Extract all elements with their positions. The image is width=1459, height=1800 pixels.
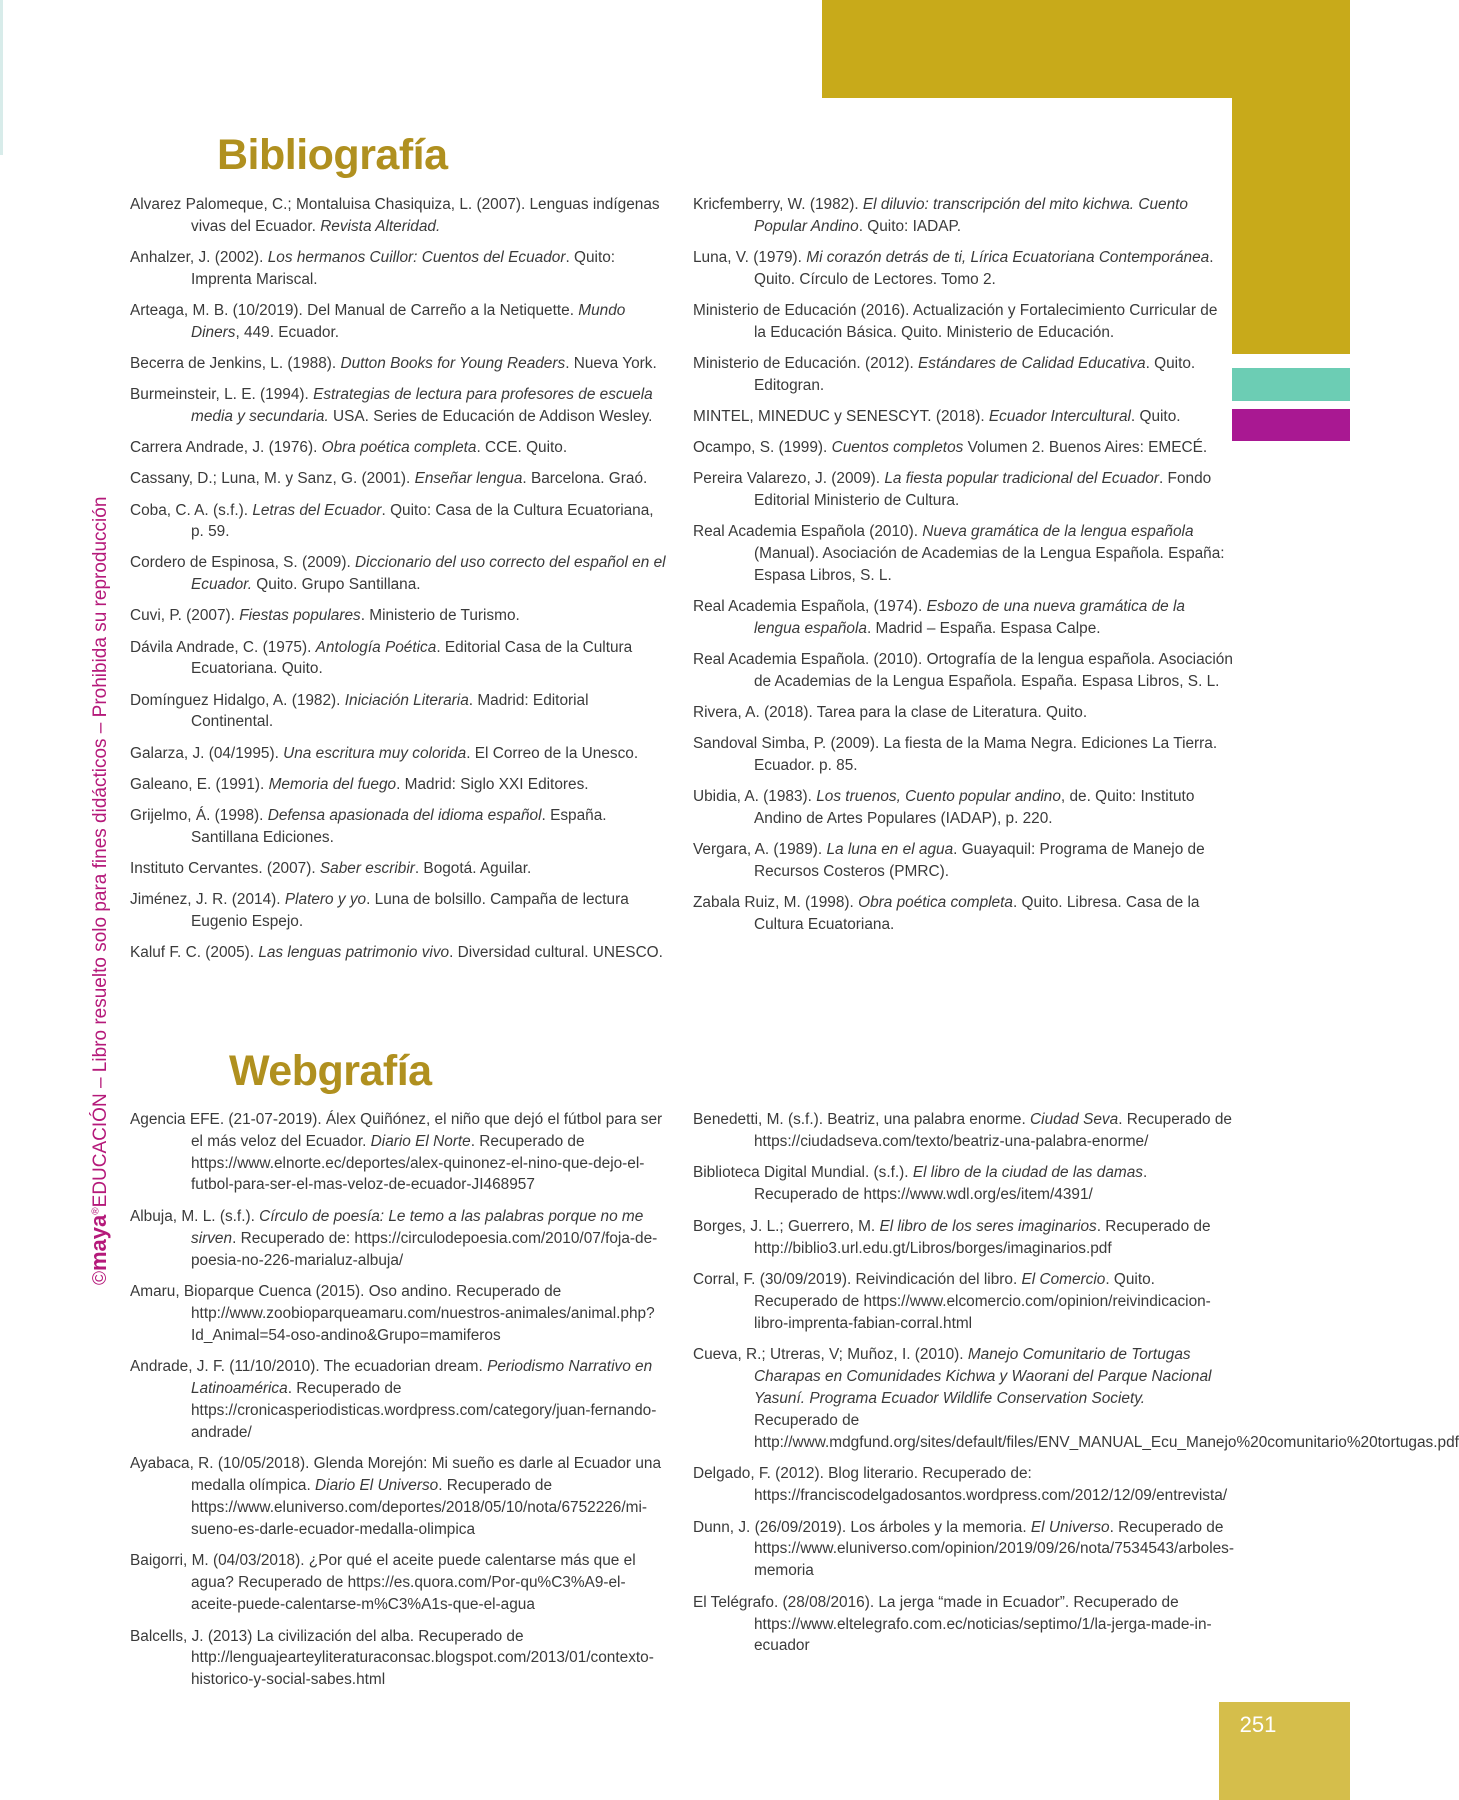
credit-text: EDUCACIÓN – Libro resuelto solo para fines didácticos – Prohibida su reproducción bbox=[90, 496, 111, 1208]
reference-italic-title: El Universo bbox=[1030, 1518, 1110, 1536]
reference-text: MINTEL, MINEDUC y SENESCYT. (2018). bbox=[693, 407, 989, 425]
registered-mark: ® bbox=[90, 1207, 102, 1215]
reference-entry bbox=[693, 839, 1233, 883]
reference-entry bbox=[693, 468, 1233, 512]
reference-italic-title: Obra poética completa bbox=[321, 439, 477, 457]
reference-text: Cuvi, P. (2007). bbox=[130, 607, 240, 625]
reference-text: Coba, C. A. (s.f.). bbox=[130, 501, 253, 519]
reference-entry bbox=[693, 702, 1233, 724]
reference-italic-title: Obra poética completa bbox=[858, 894, 1013, 912]
reference-entry bbox=[693, 300, 1233, 344]
reference-text: . Editorial Casa de la Cultura Ecuatoriana. Quito. bbox=[191, 638, 633, 678]
reference-text: Agencia EFE. (21-07-2019). Álex Quiñónez, el niño que dejó el fútbol para ser el más veloz del Ecuador. bbox=[130, 1111, 663, 1150]
reference-text: Jiménez, J. R. (2014). bbox=[130, 891, 285, 909]
reference-entry bbox=[130, 942, 670, 964]
magenta-chapter-tab bbox=[1232, 409, 1350, 441]
reference-text: Real Academia Española (2010). bbox=[693, 523, 923, 541]
reference-italic-title: La luna en el agua bbox=[826, 841, 954, 859]
reference-text: Becerra de Jenkins, L. (1988). bbox=[130, 354, 341, 372]
reference-entry bbox=[693, 1344, 1459, 1453]
reference-text: Kaluf F. C. (2005). bbox=[130, 944, 259, 962]
reference-text: Cordero de Espinosa, S. (2009). bbox=[130, 554, 355, 572]
reference-italic-title: Defensa apasionada del idioma español bbox=[267, 807, 542, 824]
reference-text: Zabala Ruiz, M. (1998). bbox=[693, 894, 859, 912]
reference-text: Instituto Cervantes. (2007). bbox=[130, 859, 320, 877]
teal-chapter-tab bbox=[1232, 368, 1350, 401]
reference-text: Recuperado de http://www.mdgfund.org/sites/default/files/ENV_MANUAL_Ecu_Manejo%20comunitario%20tortugas.pdf bbox=[754, 1411, 1459, 1451]
reference-italic-title: Una escritura muy colorida bbox=[283, 744, 467, 762]
reference-text: Balcells, J. (2013) La civilización del alba. Recuperado de http://lenguajearteyliteraturaconsac.blogspot.com/2013/01/contexto-historico-y-social-sabes.html bbox=[130, 1627, 654, 1689]
reference-text: Grijelmo, Á. (1998). bbox=[130, 807, 268, 824]
reference-entry bbox=[130, 774, 670, 796]
reference-text: . Nueva York. bbox=[565, 354, 657, 372]
reference-text: (Manual). Asociación de Academias de la Lengua Española. España: Espasa Libros, S. L. bbox=[754, 545, 1225, 584]
reference-entry bbox=[693, 1269, 1233, 1334]
reference-text: . Quito. Recuperado de https://www.elcomercio.com/opinion/reivindicacion-libro-imprenta-fabian-corral.html bbox=[754, 1271, 1211, 1332]
reference-text: Cassany, D.; Luna, M. y Sanz, G. (2001). bbox=[130, 470, 415, 488]
reference-entry bbox=[130, 605, 670, 627]
reference-text: . Recuperado de https://www.eluniverso.com/deportes/2018/05/10/nota/6752226/mi-sueno-es-darle-ecuador-medalla-olimpica bbox=[191, 1477, 648, 1538]
reference-text: . Quito: Casa de la Cultura Ecuatoriana, p. 59. bbox=[191, 501, 654, 541]
reference-italic-title: Platero y yo bbox=[284, 891, 367, 909]
reference-text: Domínguez Hidalgo, A. (1982). bbox=[130, 691, 345, 709]
reference-entry bbox=[130, 690, 670, 734]
reference-text: Borges, J. L.; Guerrero, M. bbox=[693, 1217, 880, 1235]
reference-italic-title: Estrategias de lectura para profesores de escuela media y secundaria. bbox=[191, 386, 653, 425]
reference-text: . Recuperado de https://ciudadseva.com/texto/beatriz-una-palabra-enorme/ bbox=[754, 1111, 1232, 1150]
brand-logo-text: maya bbox=[86, 1214, 111, 1271]
reference-text: . Quito: Imprenta Mariscal. bbox=[191, 248, 616, 288]
reference-entry bbox=[130, 247, 670, 291]
reference-entry bbox=[130, 300, 670, 344]
reference-text: . Recuperado de http://biblio3.url.edu.gt/Libros/borges/imaginarios.pdf bbox=[754, 1217, 1211, 1257]
reference-entry bbox=[130, 1109, 670, 1196]
reference-entry bbox=[693, 1517, 1233, 1582]
reference-entry bbox=[130, 468, 670, 490]
reference-entry bbox=[130, 743, 670, 765]
reference-text: USA. Series de Educación de Addison Wesley. bbox=[328, 407, 653, 425]
reference-entry bbox=[130, 500, 670, 544]
reference-text: Biblioteca Digital Mundial. (s.f.). bbox=[693, 1164, 913, 1182]
reference-italic-title: El diluvio: transcripción del mito kichwa. Cuento Popular Andino bbox=[754, 196, 1188, 235]
reference-italic-title: Diario El Universo bbox=[315, 1477, 439, 1495]
reference-italic-title: Los hermanos Cuillor: Cuentos del Ecuador bbox=[267, 248, 566, 266]
reference-text: Ministerio de Educación. (2012). bbox=[693, 354, 918, 372]
reference-text: . Quito. Editogran. bbox=[754, 354, 1196, 394]
vertical-copyright-credit bbox=[86, 497, 112, 1285]
reference-text: Quito. Grupo Santillana. bbox=[252, 576, 421, 594]
reference-italic-title: El Comercio bbox=[1021, 1271, 1106, 1289]
reference-italic-title: El libro de la ciudad de las damas bbox=[912, 1164, 1143, 1182]
reference-italic-title: Periodismo Narrativo en Latinoamérica bbox=[191, 1358, 653, 1398]
reference-text: Galarza, J. (04/1995). bbox=[130, 744, 284, 762]
reference-italic-title: Estándares de Calidad Educativa bbox=[918, 354, 1146, 372]
reference-entry bbox=[130, 637, 670, 681]
reference-italic-title: Los truenos, Cuento popular andino bbox=[816, 788, 1061, 806]
reference-entry bbox=[130, 353, 670, 375]
reference-text: . Quito. bbox=[1130, 407, 1181, 425]
reference-text: Alvarez Palomeque, C.; Montaluisa Chasiquiza, L. (2007). Lenguas indígenas vivas del Ecuador. bbox=[130, 196, 660, 235]
reference-italic-title: Mundo Diners bbox=[191, 301, 626, 341]
reference-entry bbox=[130, 194, 670, 238]
reference-entry bbox=[130, 1550, 670, 1615]
reference-entry bbox=[693, 1162, 1233, 1206]
reference-text: Delgado, F. (2012). Blog literario. Recuperado de: https://franciscodelgadosantos.wordpress.com/2012/12/09/entrevista/ bbox=[693, 1465, 1228, 1504]
reference-entry bbox=[130, 858, 670, 880]
reference-entry bbox=[130, 805, 670, 849]
reference-text: Kricfemberry, W. (1982). bbox=[693, 196, 863, 213]
reference-entry bbox=[130, 1626, 670, 1691]
reference-entry bbox=[693, 437, 1233, 459]
reference-text: Dunn, J. (26/09/2019). Los árboles y la memoria. bbox=[693, 1518, 1031, 1536]
reference-text: Luna, V. (1979). bbox=[693, 248, 807, 266]
reference-text: . Luna de bolsillo. Campaña de lectura Eugenio Espejo. bbox=[191, 891, 629, 930]
reference-text: Ocampo, S. (1999). bbox=[693, 439, 832, 457]
reference-entry bbox=[693, 1592, 1233, 1657]
reference-entry bbox=[130, 437, 670, 459]
reference-text: Andrade, J. F. (11/10/2010). The ecuadorian dream. bbox=[130, 1358, 488, 1376]
reference-entry bbox=[130, 552, 670, 596]
reference-text: Amaru, Bioparque Cuenca (2015). Oso andino. Recuperado de http://www.zoobioparqueamaru.com/nuestros-animales/animal.php?Id_Animal=54-oso-andino&Grupo=mamiferos bbox=[130, 1283, 655, 1344]
reference-text: . Barcelona. Graó. bbox=[522, 470, 648, 488]
bibliografia-left-column bbox=[130, 194, 670, 973]
reference-text: Galeano, E. (1991). bbox=[130, 775, 269, 793]
reference-entry bbox=[693, 786, 1233, 830]
webgrafia-left-column bbox=[130, 1109, 670, 1701]
reference-italic-title: Saber escribir bbox=[319, 859, 415, 877]
reference-text: El Telégrafo. (28/08/2016). La jerga “made in Ecuador”. Recuperado de https://www.eltelegrafo.com.ec/noticias/septimo/1/la-jerga-made-in-ecuador bbox=[693, 1593, 1212, 1655]
reference-entry bbox=[130, 1281, 670, 1346]
reference-entry bbox=[693, 733, 1233, 777]
bibliografia-right-column bbox=[693, 194, 1233, 945]
reference-entry bbox=[130, 384, 670, 428]
reference-text: . Recuperado de https://www.elnorte.ec/deportes/alex-quinonez-el-nino-que-dejo-el-futbol-para-ser-el-mas-veloz-de-ecuador-JI468957 bbox=[191, 1132, 645, 1194]
copyright-mark: © bbox=[90, 1271, 111, 1285]
reference-text: . Quito: IADAP. bbox=[858, 217, 962, 235]
reference-entry bbox=[693, 353, 1233, 397]
reference-italic-title: Diccionario del uso correcto del español en el Ecuador. bbox=[191, 554, 666, 594]
reference-entry bbox=[693, 521, 1233, 586]
reference-italic-title: Círculo de poesía: Le temo a las palabras porque no me sirven bbox=[191, 1207, 644, 1247]
reference-text: . Recuperado de https://www.wdl.org/es/item/4391/ bbox=[754, 1164, 1148, 1204]
reference-text: Cueva, R.; Utreras, V; Muñoz, I. (2010). bbox=[693, 1346, 968, 1364]
reference-text: . Recuperado de https://cronicasperiodisticas.wordpress.com/category/juan-fernando-andrade/ bbox=[191, 1380, 657, 1441]
reference-italic-title: Mi corazón detrás de ti, Lírica Ecuatoriana Contemporánea bbox=[806, 248, 1210, 266]
reference-text: Ubidia, A. (1983). bbox=[693, 788, 817, 806]
reference-text: . España. Santillana Ediciones. bbox=[191, 807, 607, 846]
reference-entry bbox=[693, 892, 1233, 936]
bibliografia-title: Bibliografía bbox=[217, 131, 448, 179]
reference-italic-title: Letras del Ecuador bbox=[252, 501, 382, 519]
reference-italic-title: Las lenguas patrimonio vivo bbox=[258, 944, 450, 962]
reference-text: Burmeinsteir, L. E. (1994). bbox=[130, 386, 314, 404]
reference-italic-title: Manejo Comunitario de Tortugas Charapas en Comunidades Kichwa y Waorani del Parque Nacional Yasuní. Programa Ecuador Wildlife Conservation Society. bbox=[754, 1346, 1212, 1407]
reference-text: . Fondo Editorial Ministerio de Cultura. bbox=[754, 470, 1212, 510]
reference-entry bbox=[130, 1356, 670, 1443]
reference-text: Arteaga, M. B. (10/2019). Del Manual de Carreño a la Netiquette. bbox=[130, 301, 579, 319]
gold-side-band bbox=[1232, 0, 1350, 354]
reference-text: Sandoval Simba, P. (2009). La fiesta de la Mama Negra. Ediciones La Tierra. Ecuador. p. 85. bbox=[693, 735, 1218, 775]
reference-text: . Madrid: Siglo XXI Editores. bbox=[396, 775, 589, 793]
reference-text: , de. Quito: Instituto Andino de Artes Populares (IADAP), p. 220. bbox=[754, 788, 1195, 828]
page-edge-line bbox=[0, 0, 3, 155]
reference-text: . Recuperado de https://www.eluniverso.com/opinion/2019/09/26/nota/7534543/arboles-memoria bbox=[754, 1518, 1234, 1580]
reference-text: Baigorri, M. (04/03/2018). ¿Por qué el aceite puede calentarse más que el agua? Recuperado de https://es.quora.com/Por-qu%C3%A9-el-aceite-puede-calentarse-m%C3%A1s-que-el-agua bbox=[130, 1552, 636, 1613]
reference-text: . Madrid: Editorial Continental. bbox=[191, 691, 589, 731]
reference-italic-title: Cuentos completos bbox=[831, 439, 964, 457]
reference-text: Dávila Andrade, C. (1975). bbox=[130, 638, 316, 656]
reference-text: . Diversidad cultural. UNESCO. bbox=[449, 944, 663, 962]
reference-italic-title: Memoria del fuego bbox=[268, 775, 397, 793]
reference-text: . Ministerio de Turismo. bbox=[360, 607, 520, 625]
reference-text: Albuja, M. L. (s.f.). bbox=[130, 1207, 260, 1225]
reference-italic-title: Dutton Books for Young Readers bbox=[340, 354, 566, 372]
reference-text: Real Academia Española, (1974). bbox=[693, 598, 927, 616]
reference-entry bbox=[693, 1216, 1233, 1260]
reference-entry bbox=[130, 1453, 670, 1540]
webgrafia-title: Webgrafía bbox=[229, 1047, 432, 1095]
reference-italic-title: La fiesta popular tradicional del Ecuador bbox=[884, 470, 1159, 488]
reference-text: . El Correo de la Unesco. bbox=[466, 744, 639, 762]
reference-entry bbox=[693, 1109, 1233, 1153]
reference-text: Volumen 2. Buenos Aires: EMECÉ. bbox=[963, 439, 1208, 457]
webgrafia-right-column bbox=[693, 1109, 1459, 1667]
reference-text: . Guayaquil: Programa de Manejo de Recursos Costeros (PMRC). bbox=[754, 841, 1205, 880]
reference-text: . Madrid – España. Espasa Calpe. bbox=[866, 619, 1101, 637]
reference-italic-title: Iniciación Literaria bbox=[344, 691, 469, 709]
reference-text: , 449. Ecuador. bbox=[235, 323, 340, 341]
reference-text: Vergara, A. (1989). bbox=[693, 841, 827, 859]
reference-italic-title: Diario El Norte bbox=[370, 1132, 471, 1150]
reference-text: Real Academia Española. (2010). Ortografía de la lengua española. Asociación de Academias de la Lengua Española. España. Espasa Libros, S. L. bbox=[693, 651, 1233, 690]
reference-entry bbox=[693, 1463, 1233, 1507]
reference-text: Benedetti, M. (s.f.). Beatriz, una palabra enorme. bbox=[693, 1111, 1031, 1128]
reference-text: . Bogotá. Aguilar. bbox=[414, 859, 532, 877]
reference-italic-title: El libro de los seres imaginarios bbox=[879, 1217, 1097, 1235]
reference-italic-title: Revista Alteridad. bbox=[320, 217, 441, 235]
reference-text: Corral, F. (30/09/2019). Reivindicación del libro. bbox=[693, 1271, 1022, 1289]
reference-text: Pereira Valarezo, J. (2009). bbox=[693, 470, 885, 488]
reference-entry bbox=[693, 649, 1233, 693]
reference-entry bbox=[693, 247, 1233, 291]
reference-italic-title: Nueva gramática de la lengua española bbox=[922, 523, 1194, 541]
reference-italic-title: Enseñar lengua bbox=[414, 470, 523, 488]
reference-entry bbox=[693, 596, 1233, 640]
reference-entry bbox=[130, 1206, 670, 1271]
reference-italic-title: Ciudad Seva bbox=[1030, 1111, 1119, 1128]
reference-text: Ministerio de Educación (2016). Actualización y Fortalecimiento Curricular de la Educación Básica. Quito. Ministerio de Educación. bbox=[693, 301, 1218, 341]
reference-italic-title: Fiestas populares bbox=[239, 607, 361, 625]
reference-italic-title: Antología Poética bbox=[315, 638, 437, 656]
reference-text: . Recuperado de: https://circulodepoesia.com/2010/07/foja-de-poesia-no-226-marialuz-albuja/ bbox=[191, 1229, 658, 1269]
reference-text: . Quito. Libresa. Casa de la Cultura Ecuatoriana. bbox=[754, 894, 1200, 933]
reference-text: . CCE. Quito. bbox=[476, 439, 568, 457]
page-number: 251 bbox=[1239, 1712, 1277, 1737]
reference-text: Anhalzer, J. (2002). bbox=[130, 248, 268, 266]
reference-text: Rivera, A. (2018). Tarea para la clase de Literatura. Quito. bbox=[693, 704, 1088, 722]
reference-italic-title: Esbozo de una nueva gramática de la lengua española bbox=[754, 598, 1185, 637]
reference-entry bbox=[130, 889, 670, 933]
reference-text: Ayabaca, R. (10/05/2018). Glenda Morejón: Mi sueño es darle al Ecuador una medalla olímpica. bbox=[130, 1455, 662, 1495]
reference-text: Carrera Andrade, J. (1976). bbox=[130, 439, 322, 457]
reference-entry bbox=[693, 194, 1233, 238]
reference-italic-title: Ecuador Intercultural bbox=[988, 407, 1131, 425]
reference-text: . Quito. Círculo de Lectores. Tomo 2. bbox=[754, 248, 1214, 288]
reference-entry bbox=[693, 406, 1233, 428]
